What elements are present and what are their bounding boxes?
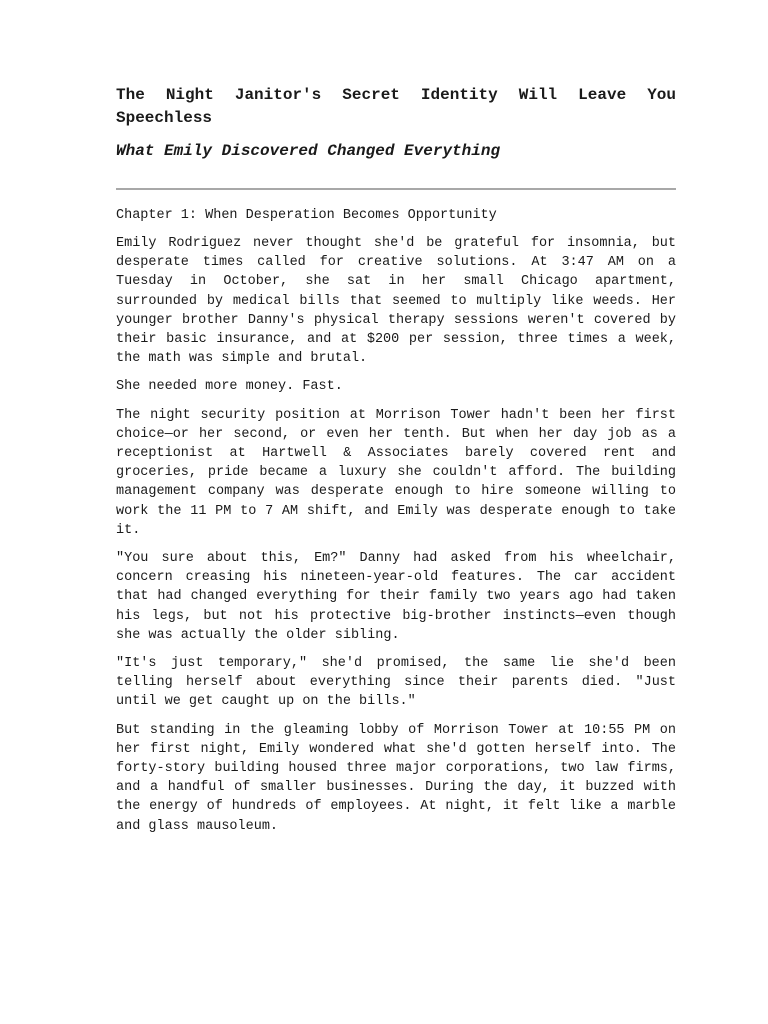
chapter-heading: Chapter 1: When Desperation Becomes Opportunity <box>116 208 497 223</box>
body-paragraph: She needed more money. Fast. <box>116 379 343 395</box>
body-paragraph: Emily Rodriguez never thought she'd be grateful for insomnia, but desperate times called for creative solutions. At 3:47 AM on a Tuesday in October, she sat in her small Chicago apartment, surrounded by medical bills that seemed to multiply like weeds. Her younger brother Danny's physical therapy sessions weren't covered by their basic insurance, and at $200 per session, three times a week, the math was simple and brutal. <box>116 236 676 367</box>
body-paragraph: "You sure about this, Em?" Danny had asked from his wheelchair, concern creasing his nineteen-year-old features. The car accident that had changed everything for their family two years ago had taken his legs, but not his protective big-brother instincts—even though she was actually the older sibling. <box>116 551 676 643</box>
body-paragraph: But standing in the gleaming lobby of Morrison Tower at 10:55 PM on her first night, Emily wondered what she'd gotten herself into. The forty-story building housed three major corporations, two law firms, and a handful of smaller businesses. During the day, it buzzed with the energy of hundreds of employees. At night, it felt like a marble and glass mausoleum. <box>116 722 676 834</box>
article-subtitle: What Emily Discovered Changed Everything <box>116 142 501 160</box>
body-paragraph: The night security position at Morrison Tower hadn't been her first choice—or her second, or even her tenth. But when her day job as a receptionist at Hartwell & Associates barely covered rent and groceries, pride became a luxury she couldn't afford. The building management company was desperate enough to hire someone willing to work the 11 PM to 7 AM shift, and Emily was desperate enough to take it. <box>116 407 676 538</box>
section-divider <box>116 188 676 190</box>
body-paragraph: "It's just temporary," she'd promised, the same lie she'd been telling herself about everything since their parents died. "Just until we get caught up on the bills." <box>116 656 676 710</box>
document-page <box>116 84 676 836</box>
article-title: The Night Janitor's Secret Identity Will Leave You Speechless <box>116 86 676 127</box>
